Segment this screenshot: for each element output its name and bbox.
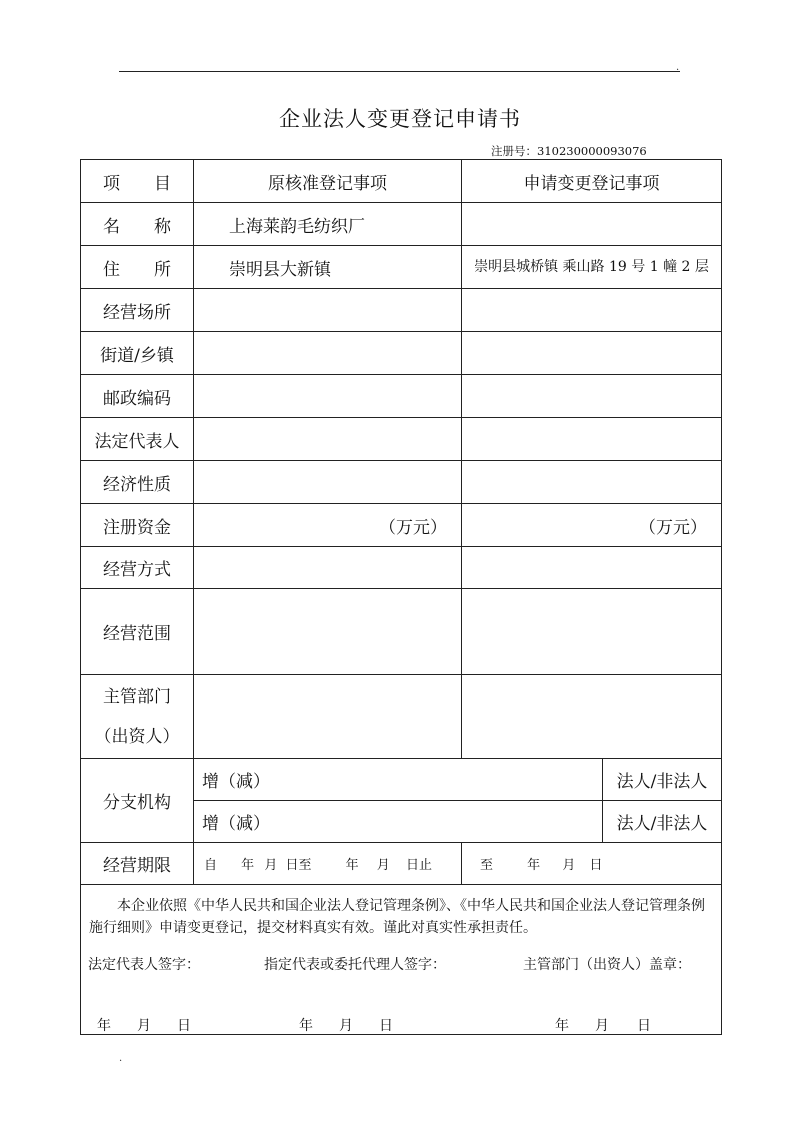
requested-period: [462, 843, 722, 885]
date-day: 日: [637, 1018, 651, 1034]
row-label: 邮政编码: [81, 375, 194, 418]
row-address: [81, 246, 722, 289]
row-label: 住 所: [81, 246, 194, 289]
date-year: 年: [97, 1018, 111, 1034]
row-business-mode: [81, 547, 722, 589]
row-label: 经济性质: [81, 461, 194, 504]
header-requested: 申请变更登记事项: [462, 160, 722, 203]
row-declaration: [81, 885, 722, 1035]
date-year: 年: [555, 1018, 569, 1034]
page-mark-top: .: [676, 62, 680, 73]
requested-value: [462, 375, 722, 418]
requested-value: 崇明县城桥镇 乘山路 19 号 1 幢 2 层: [462, 246, 722, 289]
date-day: 日: [379, 1018, 393, 1034]
period-word: 自: [204, 858, 218, 873]
original-value: [194, 675, 462, 759]
original-value: [194, 332, 462, 375]
original-value: （万元）: [194, 504, 462, 547]
period-word: 月: [376, 858, 390, 873]
branch-type: 法人/非法人: [603, 801, 722, 843]
original-value: [194, 418, 462, 461]
requested-value: （万元）: [462, 504, 722, 547]
row-supervisor: [81, 675, 722, 759]
page-title: 企业法人变更登记申请书: [279, 107, 521, 131]
branch-label: 分支机构: [81, 759, 194, 843]
requested-value: [462, 589, 722, 675]
requested-value: [462, 203, 722, 246]
period-word: 至: [480, 858, 494, 873]
row-name: [81, 203, 722, 246]
period-word: 年: [241, 858, 255, 873]
requested-value: [462, 332, 722, 375]
row-label: 法定代表人: [81, 418, 194, 461]
header-item: 项 目: [81, 160, 194, 203]
row-label: 注册资金: [81, 504, 194, 547]
branch-change: 增（减）: [194, 759, 603, 801]
date-month: 月: [339, 1018, 353, 1034]
date-month: 月: [137, 1018, 151, 1034]
row-label: 名 称: [81, 203, 194, 246]
row-registered-capital: [81, 504, 722, 547]
branch-change: 增（减）: [194, 801, 603, 843]
original-value: [194, 547, 462, 589]
row-label: 街道/乡镇: [81, 332, 194, 375]
supervisor-seal-label: 主管部门（出资人）盖章：: [523, 957, 691, 973]
row-street-town: [81, 332, 722, 375]
row-label: 经营方式: [81, 547, 194, 589]
row-legal-representative: [81, 418, 722, 461]
row-label: 经营范围: [81, 589, 194, 675]
row-economic-nature: [81, 461, 722, 504]
date-day: 日: [177, 1018, 191, 1034]
original-value: [194, 589, 462, 675]
declaration-cell: [81, 885, 722, 1035]
application-form-table: [80, 159, 722, 1035]
row-business-premises: [81, 289, 722, 332]
header-rule: [119, 71, 680, 72]
period-word: 日: [589, 858, 603, 873]
original-value: [194, 289, 462, 332]
original-period: [194, 843, 462, 885]
period-word: 月: [562, 858, 576, 873]
date-month: 月: [595, 1018, 609, 1034]
requested-value: [462, 418, 722, 461]
row-label: 经营场所: [81, 289, 194, 332]
original-value: [194, 375, 462, 418]
agent-signature-label: 指定代表或委托代理人签字：: [264, 957, 446, 973]
period-word: 日止: [405, 858, 432, 873]
original-value: 崇明县大新镇: [194, 246, 462, 289]
header-row: [81, 160, 722, 203]
registration-number: 注册号：310230000093076: [491, 144, 647, 158]
period-word: 年: [527, 858, 541, 873]
row-business-scope: [81, 589, 722, 675]
period-word: 月: [264, 858, 278, 873]
supervisor-label-line1: 主管部门: [103, 686, 171, 707]
header-original: 原核准登记事项: [194, 160, 462, 203]
row-postcode: [81, 375, 722, 418]
period-word: 年: [345, 858, 359, 873]
page-mark-bottom: .: [119, 1053, 123, 1064]
requested-value: [462, 547, 722, 589]
row-branch-1: [81, 759, 722, 801]
period-word: 日至: [285, 858, 312, 873]
requested-value: [462, 461, 722, 504]
row-label: [81, 675, 194, 759]
original-value: [194, 461, 462, 504]
row-business-period: [81, 843, 722, 885]
date-row: [81, 1015, 721, 1035]
requested-value: [462, 675, 722, 759]
row-label: 经营期限: [81, 843, 194, 885]
signature-row: [88, 954, 715, 974]
branch-type: 法人/非法人: [603, 759, 722, 801]
legal-rep-signature-label: 法定代表人签字：: [88, 957, 200, 973]
original-value: 上海莱韵毛纺织厂: [194, 203, 462, 246]
date-year: 年: [299, 1018, 313, 1034]
declaration-text: 本企业依照《中华人民共和国企业法人登记管理条例》、《中华人民共和国企业法人登记管理条例施行细则》申请变更登记，提交材料真实有效。谨此对真实性承担责任。: [89, 898, 705, 936]
supervisor-label-line2: （出资人）: [94, 726, 180, 747]
requested-value: [462, 289, 722, 332]
